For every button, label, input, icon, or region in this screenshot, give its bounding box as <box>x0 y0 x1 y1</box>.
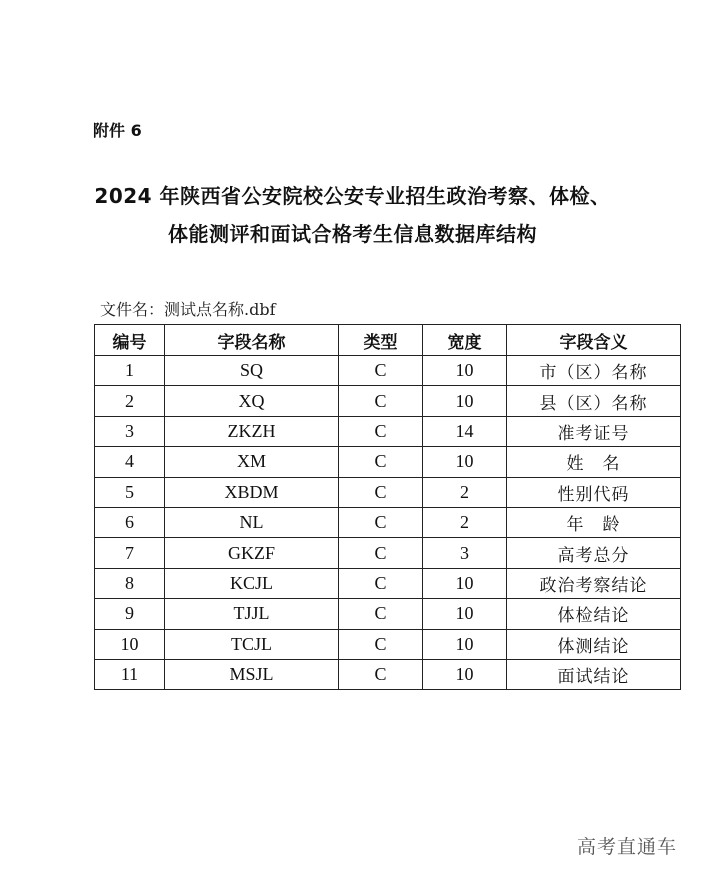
header-type: 类型 <box>339 325 423 356</box>
header-number: 编号 <box>95 325 165 356</box>
cell-number: 4 <box>95 447 165 477</box>
cell-field-name: ZKZH <box>165 416 339 446</box>
cell-field-name: MSJL <box>165 659 339 689</box>
cell-type: C <box>339 386 423 416</box>
cell-width: 2 <box>423 477 507 507</box>
database-structure-table <box>94 324 681 690</box>
cell-field-meaning: 准考证号 <box>507 416 681 446</box>
cell-field-name: SQ <box>165 356 339 386</box>
table-row <box>95 416 681 446</box>
cell-width: 2 <box>423 507 507 537</box>
table-row <box>95 659 681 689</box>
cell-type: C <box>339 659 423 689</box>
cell-type: C <box>339 507 423 537</box>
cell-type: C <box>339 477 423 507</box>
table-row <box>95 477 681 507</box>
cell-number: 8 <box>95 568 165 598</box>
cell-number: 10 <box>95 629 165 659</box>
cell-number: 2 <box>95 386 165 416</box>
cell-width: 10 <box>423 629 507 659</box>
table-row <box>95 386 681 416</box>
cell-width: 10 <box>423 568 507 598</box>
header-field-name: 字段名称 <box>165 325 339 356</box>
cell-number: 9 <box>95 599 165 629</box>
cell-field-meaning: 体测结论 <box>507 629 681 659</box>
cell-width: 10 <box>423 356 507 386</box>
cell-width: 3 <box>423 538 507 568</box>
cell-type: C <box>339 538 423 568</box>
cell-width: 10 <box>423 659 507 689</box>
cell-number: 11 <box>95 659 165 689</box>
table-row <box>95 447 681 477</box>
table-row <box>95 356 681 386</box>
cell-number: 6 <box>95 507 165 537</box>
cell-field-meaning: 市（区）名称 <box>507 356 681 386</box>
cell-field-meaning: 高考总分 <box>507 538 681 568</box>
cell-field-meaning: 政治考察结论 <box>507 568 681 598</box>
cell-type: C <box>339 416 423 446</box>
cell-field-name: XQ <box>165 386 339 416</box>
cell-width: 14 <box>423 416 507 446</box>
table-row <box>95 599 681 629</box>
table-row <box>95 568 681 598</box>
cell-type: C <box>339 447 423 477</box>
cell-field-meaning: 县（区）名称 <box>507 386 681 416</box>
cell-type: C <box>339 356 423 386</box>
cell-width: 10 <box>423 386 507 416</box>
cell-width: 10 <box>423 447 507 477</box>
table-row <box>95 629 681 659</box>
cell-number: 1 <box>95 356 165 386</box>
cell-field-name: GKZF <box>165 538 339 568</box>
cell-type: C <box>339 629 423 659</box>
file-name-label: 文件名：测试点名称.dbf <box>100 300 276 319</box>
cell-field-meaning: 年 龄 <box>507 507 681 537</box>
cell-number: 7 <box>95 538 165 568</box>
table-row <box>95 538 681 568</box>
cell-number: 5 <box>95 477 165 507</box>
cell-field-meaning: 体检结论 <box>507 599 681 629</box>
cell-type: C <box>339 568 423 598</box>
cell-type: C <box>339 599 423 629</box>
cell-field-meaning: 性别代码 <box>507 477 681 507</box>
cell-field-name: TJJL <box>165 599 339 629</box>
cell-field-name: XBDM <box>165 477 339 507</box>
cell-field-name: NL <box>165 507 339 537</box>
table-row <box>95 507 681 537</box>
cell-field-meaning: 姓 名 <box>507 447 681 477</box>
header-field-meaning: 字段含义 <box>507 325 681 356</box>
attachment-label: 附件 6 <box>93 121 142 140</box>
cell-width: 10 <box>423 599 507 629</box>
cell-field-name: KCJL <box>165 568 339 598</box>
cell-number: 3 <box>95 416 165 446</box>
cell-field-name: TCJL <box>165 629 339 659</box>
document-title-line-1: 2024 年陕西省公安院校公安专业招生政治考察、体检、 <box>94 184 611 208</box>
table-header-row <box>95 325 681 356</box>
cell-field-name: XM <box>165 447 339 477</box>
document-title-line-2: 体能测评和面试合格考生信息数据库结构 <box>168 222 537 246</box>
cell-field-meaning: 面试结论 <box>507 659 681 689</box>
header-width: 宽度 <box>423 325 507 356</box>
watermark-text: 高考直通车 <box>576 836 677 858</box>
